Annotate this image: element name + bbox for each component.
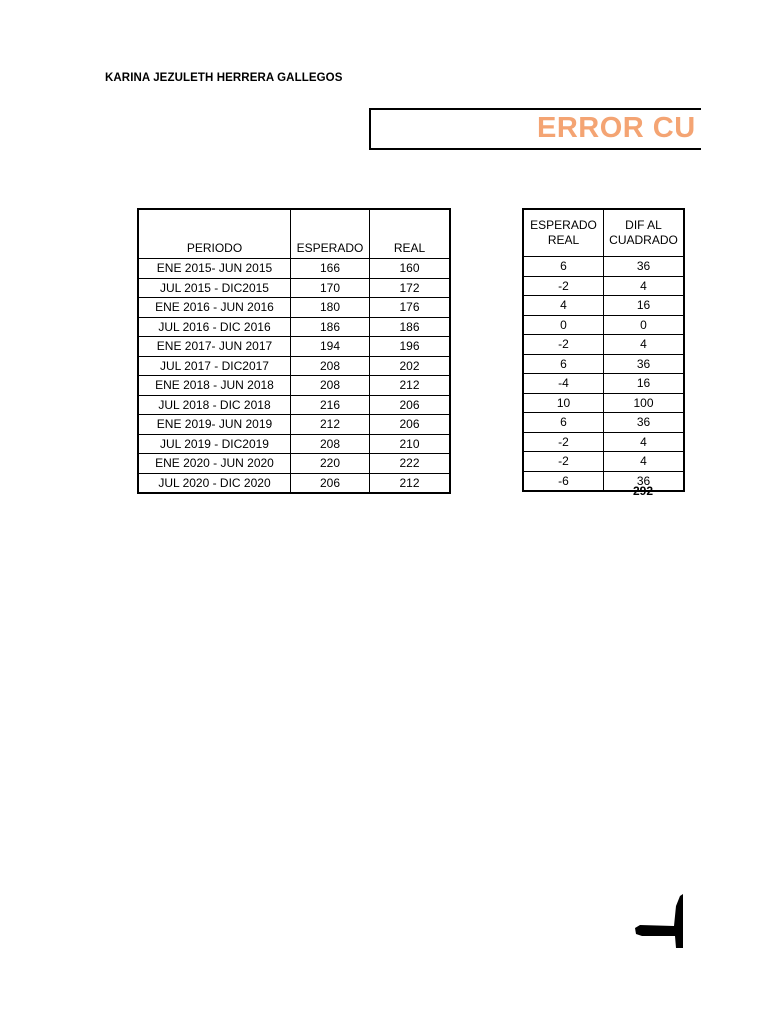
cell-diferencia: 10 xyxy=(523,393,604,413)
cell-periodo: ENE 2019- JUN 2019 xyxy=(138,415,291,435)
cell-real: 206 xyxy=(370,395,451,415)
cell-esperado: 194 xyxy=(291,337,370,357)
cell-dif-cuadrado: 4 xyxy=(604,432,685,452)
cell-real: 196 xyxy=(370,337,451,357)
title-box xyxy=(369,108,701,150)
diff-row xyxy=(523,276,684,296)
table-row xyxy=(138,356,450,376)
diff-row xyxy=(523,335,684,355)
cell-periodo: ENE 2016 - JUN 2016 xyxy=(138,298,291,318)
cell-dif-cuadrado: 4 xyxy=(604,335,685,355)
total-value: 292 xyxy=(632,484,654,498)
table-row xyxy=(138,278,450,298)
table-row xyxy=(138,376,450,396)
cell-periodo: ENE 2018 - JUN 2018 xyxy=(138,376,291,396)
diff-table xyxy=(522,208,685,492)
cell-diferencia: -6 xyxy=(523,471,604,491)
cell-periodo: JUL 2020 - DIC 2020 xyxy=(138,473,291,493)
signature-mark xyxy=(634,892,684,952)
header-esperado-real-line2: REAL xyxy=(547,233,580,247)
cell-periodo: JUL 2017 - DIC2017 xyxy=(138,356,291,376)
cell-esperado: 180 xyxy=(291,298,370,318)
header-row xyxy=(138,209,450,259)
cell-real: 202 xyxy=(370,356,451,376)
table-row xyxy=(138,298,450,318)
cell-real: 160 xyxy=(370,259,451,279)
table-row xyxy=(138,317,450,337)
cell-periodo: ENE 2017- JUN 2017 xyxy=(138,337,291,357)
cell-real: 212 xyxy=(370,376,451,396)
cell-esperado: 212 xyxy=(291,415,370,435)
cell-real: 212 xyxy=(370,473,451,493)
cell-diferencia: -2 xyxy=(523,452,604,472)
cell-diferencia: 4 xyxy=(523,296,604,316)
author-name: KARINA JEZULETH HERRERA GALLEGOS xyxy=(105,72,343,84)
diff-row xyxy=(523,257,684,277)
diff-row xyxy=(523,315,684,335)
cell-periodo: JUL 2016 - DIC 2016 xyxy=(138,317,291,337)
diff-row xyxy=(523,413,684,433)
cell-diferencia: -2 xyxy=(523,432,604,452)
cell-esperado: 208 xyxy=(291,376,370,396)
cell-diferencia: 6 xyxy=(523,413,604,433)
diff-header-row xyxy=(523,209,684,257)
header-dif-cuadrado xyxy=(604,209,685,257)
cell-esperado: 170 xyxy=(291,278,370,298)
cell-dif-cuadrado: 36 xyxy=(604,257,685,277)
diff-row xyxy=(523,393,684,413)
cell-dif-cuadrado: 0 xyxy=(604,315,685,335)
cell-esperado: 208 xyxy=(291,434,370,454)
header-periodo: PERIODO xyxy=(138,209,291,259)
cell-diferencia: 6 xyxy=(523,354,604,374)
cell-real: 210 xyxy=(370,434,451,454)
header-real: REAL xyxy=(370,209,451,259)
cell-diferencia: 0 xyxy=(523,315,604,335)
cell-real: 176 xyxy=(370,298,451,318)
page-title: ERROR CU xyxy=(537,112,696,144)
data-table xyxy=(137,208,451,494)
diff-row xyxy=(523,452,684,472)
cell-periodo: JUL 2018 - DIC 2018 xyxy=(138,395,291,415)
cell-esperado: 216 xyxy=(291,395,370,415)
table-row xyxy=(138,337,450,357)
header-dif-cuadrado-line2: CUADRADO xyxy=(609,233,678,247)
cell-esperado: 220 xyxy=(291,454,370,474)
cell-dif-cuadrado: 4 xyxy=(604,452,685,472)
cell-real: 206 xyxy=(370,415,451,435)
header-esperado-real-line1: ESPERADO xyxy=(530,218,597,232)
table-row xyxy=(138,415,450,435)
table-row xyxy=(138,434,450,454)
cell-periodo: JUL 2015 - DIC2015 xyxy=(138,278,291,298)
cell-real: 172 xyxy=(370,278,451,298)
cell-dif-cuadrado: 16 xyxy=(604,374,685,394)
cell-diferencia: 6 xyxy=(523,257,604,277)
cell-diferencia: -2 xyxy=(523,335,604,355)
cell-dif-cuadrado: 4 xyxy=(604,276,685,296)
cell-periodo: ENE 2020 - JUN 2020 xyxy=(138,454,291,474)
cell-esperado: 186 xyxy=(291,317,370,337)
table-row xyxy=(138,473,450,493)
header-dif-cuadrado-line1: DIF AL xyxy=(625,218,662,232)
cell-real: 222 xyxy=(370,454,451,474)
cell-dif-cuadrado: 16 xyxy=(604,296,685,316)
cell-periodo: JUL 2019 - DIC2019 xyxy=(138,434,291,454)
cell-periodo: ENE 2015- JUN 2015 xyxy=(138,259,291,279)
cell-esperado: 206 xyxy=(291,473,370,493)
diff-row xyxy=(523,296,684,316)
cell-dif-cuadrado: 36 xyxy=(604,354,685,374)
cell-dif-cuadrado: 36 xyxy=(604,413,685,433)
cell-diferencia: -2 xyxy=(523,276,604,296)
cell-diferencia: -4 xyxy=(523,374,604,394)
header-esperado-real xyxy=(523,209,604,257)
cell-dif-cuadrado: 36 xyxy=(604,471,685,491)
table-row xyxy=(138,259,450,279)
cell-dif-cuadrado: 100 xyxy=(604,393,685,413)
table-row xyxy=(138,395,450,415)
cell-esperado: 166 xyxy=(291,259,370,279)
diff-row xyxy=(523,432,684,452)
diff-row xyxy=(523,354,684,374)
cell-esperado: 208 xyxy=(291,356,370,376)
diff-row xyxy=(523,374,684,394)
header-esperado: ESPERADO xyxy=(291,209,370,259)
cell-real: 186 xyxy=(370,317,451,337)
table-row xyxy=(138,454,450,474)
